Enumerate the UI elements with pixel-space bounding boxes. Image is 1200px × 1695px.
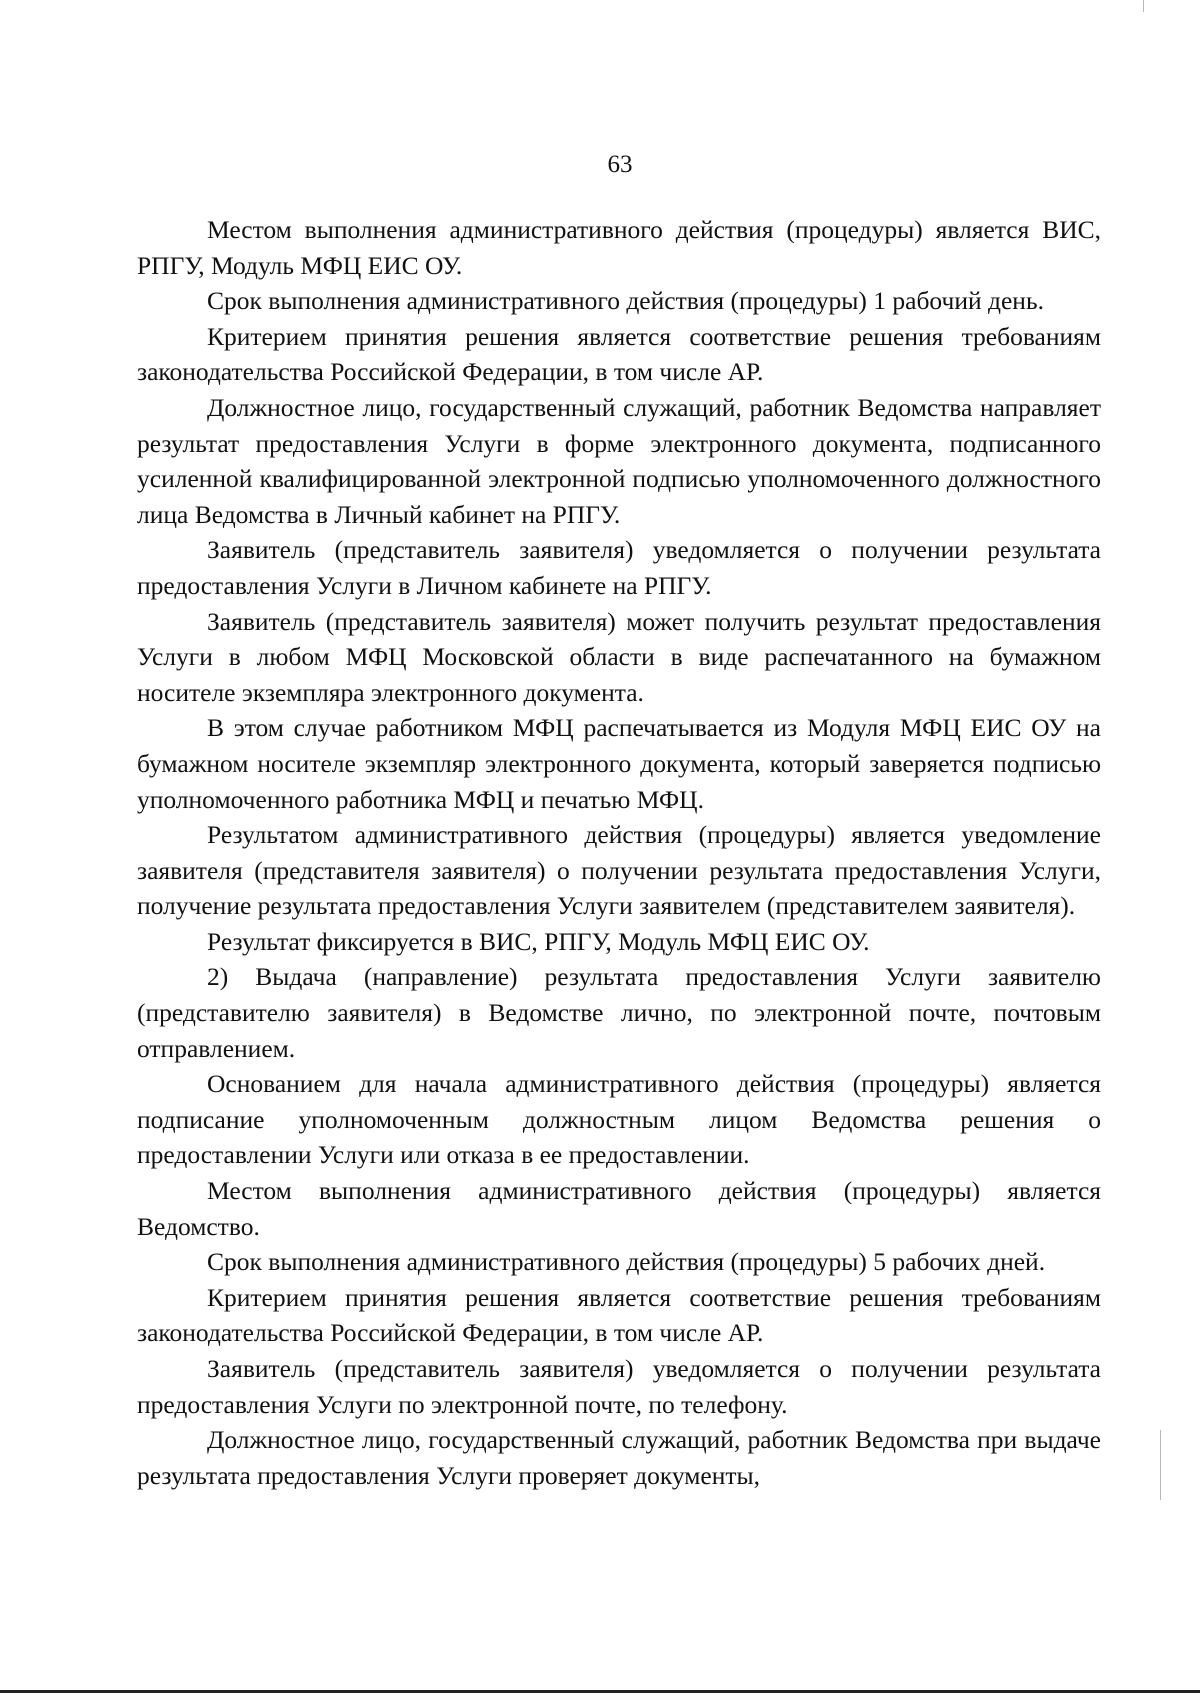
scan-bottom-edge xyxy=(0,1690,1200,1693)
document-body xyxy=(137,212,1101,1493)
scan-edge-mark xyxy=(1160,1430,1161,1500)
paragraph: Должностное лицо, государственный служащий, работник Ведомства направляет результат предоставления Услуги в форме электронного документа, подписанного усиленной квалифицированной электронной подписью уполномоченного должностного лица Ведомства в Личный кабинет на РПГУ. xyxy=(137,392,1101,529)
paragraph: Срок выполнения административного действия (процедуры) 5 рабочих дней. xyxy=(207,1247,1046,1277)
paragraph: Заявитель (представитель заявителя) уведомляется о получении результата предоставления Услуги в Личном кабинете на РПГУ. xyxy=(137,535,1101,600)
paragraph: 2) Выдача (направление) результата предоставления Услуги заявителю (представителю заявителя) в Ведомстве лично, по электронной почте, почтовым отправлением. xyxy=(137,962,1101,1063)
paragraph: Критерием принятия решения является соответствие решения требованиям законодательства Российской Федерации, в том числе АР. xyxy=(137,1282,1101,1348)
paragraph: Заявитель (представитель заявителя) может получить результат предоставления Услуги в любом МФЦ Московской области в виде распечатанного на бумажном носителе экземпляра электронного документа. xyxy=(137,606,1101,707)
paragraph: Результатом административного действия (процедуры) является уведомление заявителя (представителя заявителя) о получении результата предоставления Услуги, получение результата предоставления Услуги заявителем (представителем заявителя). xyxy=(137,820,1101,921)
scan-edge-mark xyxy=(1143,0,1144,12)
paragraph: Местом выполнения административного действия (процедуры) является ВИС, РПГУ, Модуль МФЦ ЕИС ОУ. xyxy=(137,215,1101,280)
paragraph: Срок выполнения административного действия (процедуры) 1 рабочий день. xyxy=(207,286,1044,316)
paragraph: Основанием для начала административного действия (процедуры) является подписание уполномоченным должностным лицом Ведомства решения о предоставлении Услуги или отказа в ее предоставлении. xyxy=(137,1069,1101,1170)
paragraph: Местом выполнения административного действия (процедуры) является Ведомство. xyxy=(137,1176,1101,1241)
paragraph: Результат фиксируется в ВИС, РПГУ, Модуль МФЦ ЕИС ОУ. xyxy=(207,926,870,956)
page-number: 63 xyxy=(607,151,633,178)
paragraph: Критерием принятия решения является соответствие решения требованиям законодательства Российской Федерации, в том числе АР. xyxy=(137,321,1101,387)
paragraph: Заявитель (представитель заявителя) уведомляется о получении результата предоставления Услуги по электронной почте, по телефону. xyxy=(137,1354,1101,1419)
paragraph: В этом случае работником МФЦ распечатывается из Модуля МФЦ ЕИС ОУ на бумажном носителе экземпляр электронного документа, который заверяется подписью уполномоченного работника МФЦ и печатью МФЦ. xyxy=(137,713,1101,814)
paragraph: Должностное лицо, государственный служащий, работник Ведомства при выдаче результата предоставления Услуги проверяет документы, xyxy=(137,1425,1101,1490)
